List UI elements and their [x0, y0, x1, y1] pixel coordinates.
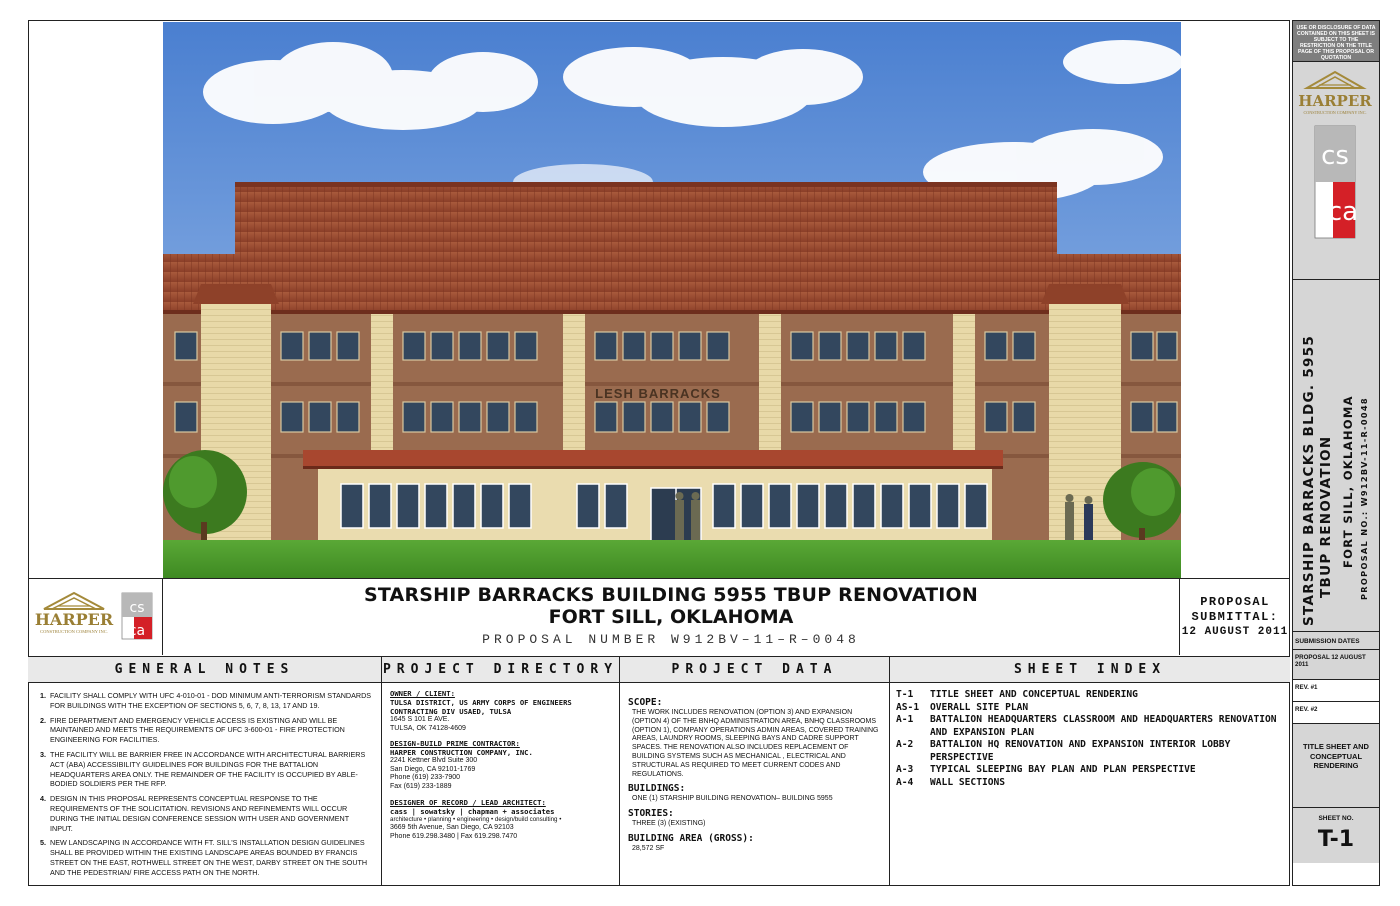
submittal-label-2: SUBMITTAL: [1191, 610, 1279, 624]
vertical-title-line3: FORT SILL, OKLAHOMA [1341, 395, 1355, 568]
csca-logo [1315, 126, 1358, 238]
directory-entry-contractor: DESIGN-BUILD PRIME CONTRACTOR: HARPER CONSTRUCTION COMPANY, INC. 2241 Kettner Blvd Suite 300 San Diego, CA 92101-1769 Phone (619) 233-7900 Fax (619) 233-1889 [390, 739, 533, 790]
project-data-stories: STORIES: THREE (3) (EXISTING) [628, 808, 706, 828]
csca-logo [122, 593, 152, 639]
project-data-buildings: BUILDINGS: ONE (1) STARSHIP BUILDING RENOVATION– BUILDING 5955 [628, 783, 833, 803]
notes-region [28, 656, 1290, 886]
vertical-title-line1: STARSHIP BARRACKS BLDG. 5955 [1301, 334, 1317, 626]
title-strip [28, 578, 1290, 656]
project-data-area: BUILDING AREA (GROSS): 28,572 SF [628, 832, 754, 852]
directory-entry-owner: OWNER / CLIENT: TULSA DISTRICT, US ARMY CORPS OF ENGINEERS CONTRACTING DIV USAED, TULSA 1645 S 101 E AVE. TULSA, OK 74128-4609 [390, 689, 572, 732]
sheet-number: T-1 [1317, 827, 1355, 852]
vertical-project-title [1293, 279, 1379, 631]
svg-text:cs: cs [129, 600, 145, 616]
svg-text:HARPER: HARPER [34, 610, 114, 629]
list-item: 2. FIRE DEPARTMENT AND EMERGENCY VEHICLE ACCESS IS EXISTING AND WILL BE MAINTAINED AND MEETS THE REQUIREMENTS OF UFC 3-600-01 - FIRE PROTECTION ENGINEERING FOR FACILITIES. [40, 715, 345, 745]
sheet-number-label: SHEET NO. [1318, 815, 1354, 822]
directory-entry-architect: DESIGNER OF RECORD / LEAD ARCHITECT: cass | sowatsky | chapman + associates architecture • planning • engineering • design/build consulting • 3669 5th Avenue, San Diego, CA 92103 Phone 619.298.3480 | Fax 619.298.7470 [390, 797, 562, 840]
project-data-scope: SCOPE: THE WORK INCLUDES RENOVATION (OPTION 3) AND EXPANSION (OPTION 4) OF THE BNHQ ADMINISTRATION AREA, BNHQ CLASSROOMS (OPTION 1), COMPANY OPERATIONS ADMIN AREAS, COVERED TRAINING AREAS, LAUNDRY ROOMS, SLEEPING BAYS AND CADRE SUPPORT SPACES. THE RENOVATION ALSO INCLUDES REPLACEMENT OF BUILDING SYSTEMS SUCH AS MECHANICAL , ELECTRICAL AND STRUCTURAL AS REQUIRED TO MEET CURRENT CODES AND REGULATIONS. [628, 697, 879, 778]
list-item: A-2 BATTALION HQ RENOVATION AND EXPANSION INTERIOR LOBBY PERSPECTIVE [896, 739, 1231, 763]
main-roof [163, 254, 1181, 312]
title-block [1292, 20, 1380, 886]
submittal-box [1180, 579, 1290, 655]
list-item: 5. NEW LANDSCAPING IN ACCORDANCE WITH FT. SILL'S INSTALLATION DESIGN GUIDELINES SHALL BE PROVIDED WITHIN THE EXISTING LANDSCAPE AREAS BOUNDED BY FRANCIS STREET ON THE EAST, ROTHWELL STREET ON THE WEST, DARBY STREET ON THE SOUTH AND THE PEDESTRIAN/ FIRE ACCESS PATH ON THE NORTH. [40, 838, 368, 877]
revision-1: REV. #1 [1293, 679, 1379, 701]
submittal-date: 12 AUGUST 2011 [1181, 626, 1289, 638]
general-notes-list [28, 683, 381, 878]
proposal-number: PROPOSAL NUMBER W912BV–11–R–0048 [482, 632, 860, 647]
entry-canopy [303, 450, 1003, 468]
project-data-heading: PROJECT DATA [620, 657, 889, 683]
svg-text:CONSTRUCTION COMPANY INC.: CONSTRUCTION COMPANY INC. [1303, 110, 1367, 115]
general-notes-heading: GENERAL NOTES [28, 657, 381, 683]
lawn [163, 540, 1181, 578]
vertical-title-line4: PROPOSAL NO.: W912BV-11-R-0048 [1359, 397, 1369, 600]
logo-box [28, 579, 163, 655]
sheet-number-box [1293, 807, 1379, 863]
list-item: A-4 WALL SECTIONS [896, 776, 1006, 788]
title-block-logos [1293, 61, 1379, 279]
sheet-index-heading: SHEET INDEX [890, 657, 1290, 683]
submittal-label-1: PROPOSAL [1200, 595, 1270, 609]
submission-proposal-date: PROPOSAL 12 AUGUST 2011 [1293, 649, 1379, 679]
svg-text:CONSTRUCTION COMPANY INC.: CONSTRUCTION COMPANY INC. [40, 629, 108, 634]
revision-2: REV. #2 [1293, 701, 1379, 723]
building-sign: LESH BARRACKS [595, 386, 721, 401]
restriction-notice: USE OR DISCLOSURE OF DATA CONTAINED ON THIS SHEET IS SUBJECT TO THE RESTRICTION ON THE TITLE PAGE OF THIS PROPOSAL OR QUOTATION [1293, 21, 1379, 61]
submission-dates-label: SUBMISSION DATES [1293, 631, 1379, 649]
harper-logo [35, 593, 114, 634]
list-item: 3. THE FACILITY WILL BE BARRIER FREE IN ACCORDANCE WITH ARCHITECTURAL BARRIERS ACT (ABA) ACCESSIBILITY GUIDELINES FOR BUILDINGS FOR THE BATTALION HEADQUARTERS AREA ONLY. THE REMAINDER OF THE FACILITY IS OCCUPIED BY ABLE-BODIED SOLDIERS PER THE RFP. [40, 749, 366, 789]
vertical-title-line2: TBUP RENOVATION [1318, 435, 1334, 598]
sheet-index-list [890, 683, 1290, 789]
building-rendering [163, 22, 1181, 578]
svg-text:ca: ca [128, 623, 146, 639]
svg-text:cs: cs [1321, 141, 1349, 171]
list-item: A-3 TYPICAL SLEEPING BAY PLAN AND PLAN PERSPECTIVE [896, 764, 1196, 775]
sheet-title: TITLE SHEET AND CONCEPTUAL RENDERING [1293, 723, 1379, 807]
harper-logo [1298, 72, 1372, 115]
harper-csca-logos [28, 579, 163, 655]
list-item: T-1 TITLE SHEET AND CONCEPTUAL RENDERING [896, 689, 1138, 700]
project-title: STARSHIP BARRACKS BUILDING 5955 TBUP RENOVATION [363, 584, 979, 606]
svg-text:HARPER: HARPER [1298, 92, 1372, 110]
list-item: 4. DESIGN IN THIS PROPOSAL REPRESENTS CONCEPTUAL RESPONSE TO THE REQUIREMENTS OF THE SOLICITATION. REVISIONS AND REFINEMENTS WILL OCCUR DURING THE INITIAL DESIGN CONFERENCE SESSION WITH USER AND GOVERNMENT INPUT. [40, 794, 349, 833]
general-notes-section [28, 657, 382, 885]
project-data-section [620, 657, 890, 885]
list-item: 1. FACILITY SHALL COMPLY WITH UFC 4-010-01 - DOD MINIMUM ANTI-TERRORISM STANDARDS FOR BUILDINGS WITH THE EXCEPTION OF SECTIONS 5, 6, 7, 8, 13, 17 AND 19. [40, 691, 372, 710]
svg-text:ca: ca [1327, 197, 1359, 227]
project-location: FORT SILL, OKLAHOMA [548, 606, 794, 628]
project-title-box [163, 579, 1180, 655]
upper-roof [235, 184, 1057, 259]
project-directory-section [382, 657, 620, 885]
sheet-index-section [890, 657, 1290, 885]
list-item: AS-1 OVERALL SITE PLAN [896, 701, 1029, 713]
list-item: A-1 BATTALION HEADQUARTERS CLASSROOM AND HEADQUARTERS RENOVATION AND EXPANSION PLAN [896, 714, 1277, 738]
project-directory-heading: PROJECT DIRECTORY [382, 657, 619, 683]
